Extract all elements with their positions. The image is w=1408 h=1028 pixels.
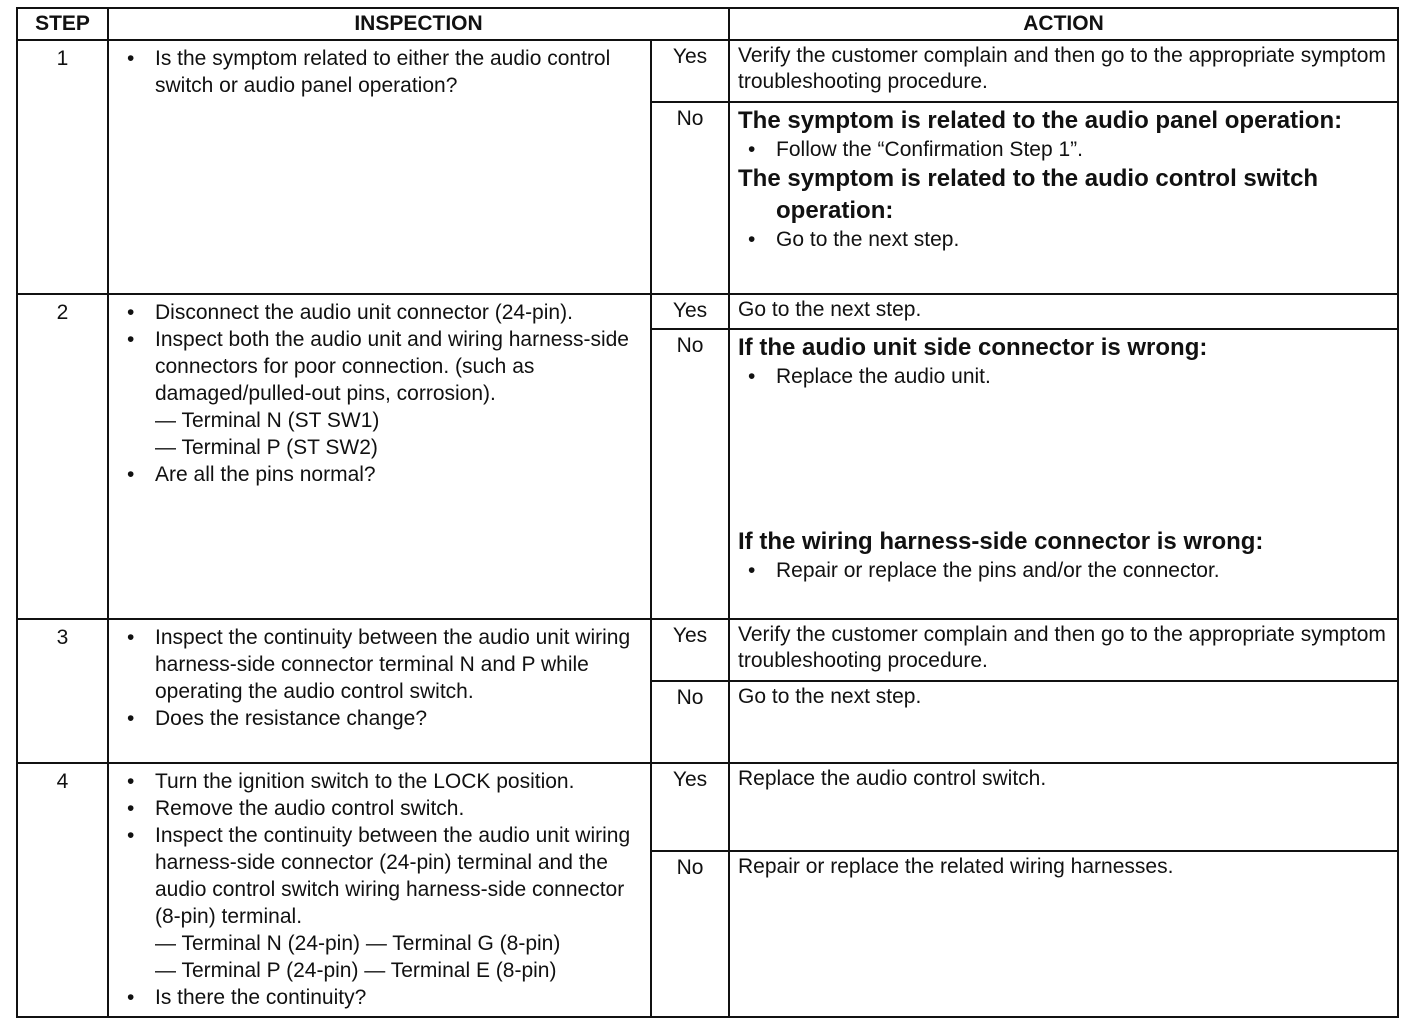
- action-yes: Verify the customer complain and then go to the appropriate symptom troubleshooting procedure.: [729, 40, 1398, 102]
- inspection-bullet: • Inspect both the audio unit and wiring harness-side connectors for poor connection. (such as damaged/pulled-out pins, corrosion).: [117, 326, 642, 407]
- yes-label: Yes: [651, 763, 729, 851]
- troubleshooting-document: [16, 7, 1397, 1018]
- action-heading: The symptom is related to the audio control switch operation:: [738, 165, 1319, 224]
- action-heading: The symptom is related to the audio panel operation:: [738, 107, 1343, 134]
- action-no: [729, 329, 1398, 619]
- inspection-cell: [108, 40, 651, 294]
- inspection-bullet: • Are all the pins normal?: [117, 461, 642, 488]
- action-yes: Verify the customer complain and then go to the appropriate symptom troubleshooting procedure.: [729, 619, 1398, 681]
- inspection-cell: [108, 619, 651, 763]
- step-number: 1: [17, 40, 108, 294]
- no-label: No: [651, 102, 729, 294]
- no-label: No: [651, 851, 729, 1017]
- header-action: ACTION: [729, 8, 1398, 40]
- inspection-bullet: • Inspect the continuity between the audio unit wiring harness-side connector (24-pin) terminal and the audio control switch wiring harness-side connector (8-pin) terminal.: [117, 822, 642, 930]
- yes-label: Yes: [651, 619, 729, 681]
- action-no: [729, 102, 1398, 294]
- terminal-line: — Terminal N (24-pin) — Terminal G (8-pin): [155, 932, 561, 955]
- action-yes: Replace the audio control switch.: [729, 763, 1398, 851]
- table-row: [17, 763, 1398, 851]
- inspection-bullet: • Is the symptom related to either the audio control switch or audio panel operation?: [117, 45, 642, 99]
- terminal-line: — Terminal N (ST SW1): [155, 409, 380, 432]
- step-number: 4: [17, 763, 108, 1017]
- yes-label: Yes: [651, 294, 729, 329]
- step-number: 2: [17, 294, 108, 619]
- step-number: 3: [17, 619, 108, 763]
- terminal-line: — Terminal P (ST SW2): [155, 436, 378, 459]
- header-row: [17, 8, 1398, 40]
- table-row: [17, 40, 1398, 102]
- action-no: Go to the next step.: [729, 681, 1398, 763]
- inspection-cell: [108, 763, 651, 1017]
- action-yes: Go to the next step.: [729, 294, 1398, 329]
- action-heading: If the audio unit side connector is wrong:: [738, 334, 1208, 361]
- action-bullet: • Replace the audio unit.: [738, 364, 1389, 390]
- action-no: Repair or replace the related wiring harnesses.: [729, 851, 1398, 1017]
- yes-label: Yes: [651, 40, 729, 102]
- action-heading: If the wiring harness-side connector is wrong:: [738, 528, 1264, 555]
- action-bullet: • Go to the next step.: [738, 227, 1389, 253]
- inspection-bullet: • Does the resistance change?: [117, 705, 642, 732]
- no-label: No: [651, 681, 729, 763]
- inspection-bullet: • Is there the continuity?: [117, 984, 642, 1011]
- inspection-bullet: • Remove the audio control switch.: [117, 795, 642, 822]
- header-inspection: INSPECTION: [108, 8, 729, 40]
- header-step: STEP: [17, 8, 108, 40]
- action-bullet: • Follow the “Confirmation Step 1”.: [738, 137, 1389, 163]
- inspection-cell: [108, 294, 651, 619]
- terminal-line: — Terminal P (24-pin) — Terminal E (8-pin): [155, 959, 557, 982]
- table-row: [17, 294, 1398, 329]
- table-row: [17, 619, 1398, 681]
- inspection-bullet: • Disconnect the audio unit connector (24-pin).: [117, 299, 642, 326]
- troubleshooting-table: [16, 7, 1399, 1018]
- inspection-bullet: • Turn the ignition switch to the LOCK position.: [117, 768, 642, 795]
- no-label: No: [651, 329, 729, 619]
- inspection-bullet: • Inspect the continuity between the audio unit wiring harness-side connector terminal N and P while operating the audio control switch.: [117, 624, 642, 705]
- action-bullet: • Repair or replace the pins and/or the connector.: [738, 558, 1389, 584]
